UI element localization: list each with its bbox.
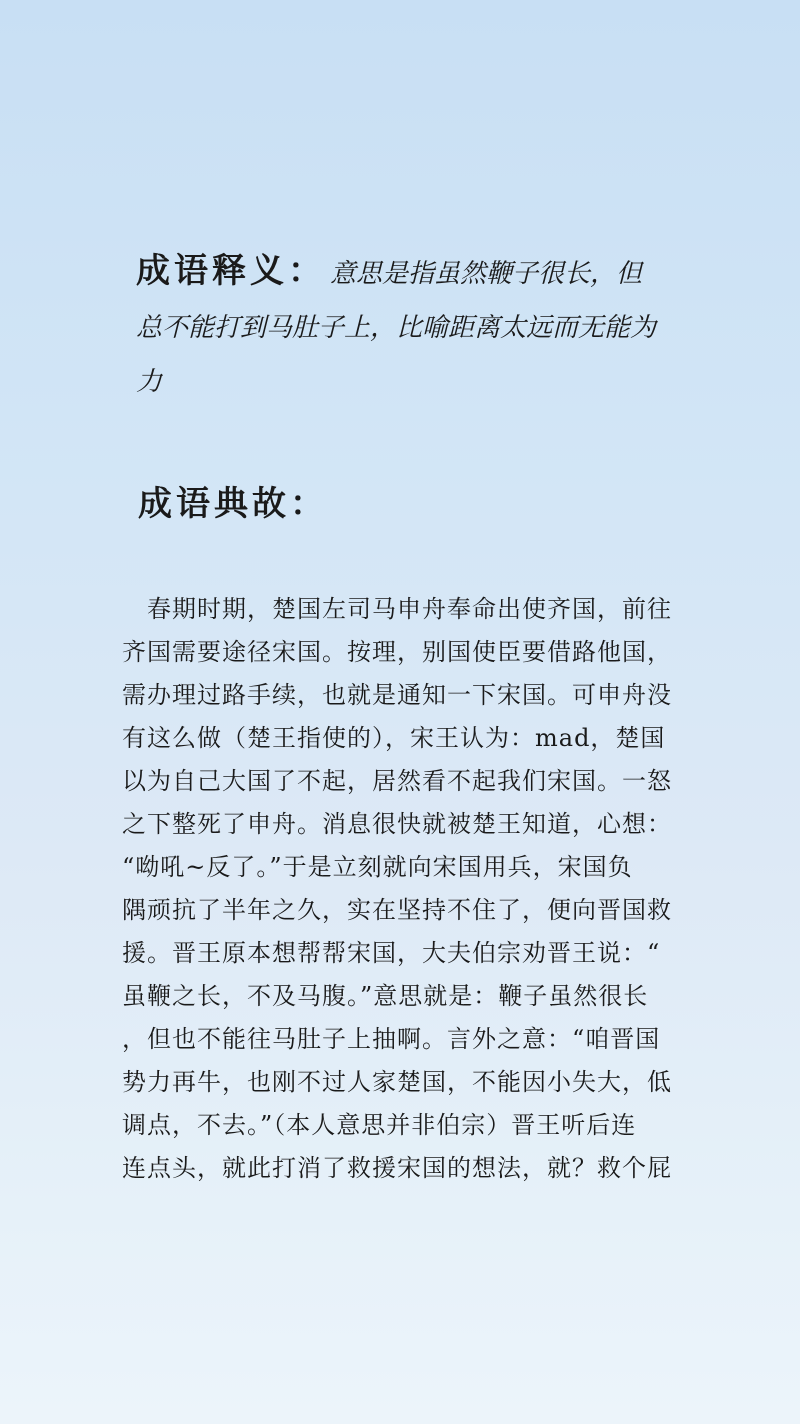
story-line: 援。晋王原本想帮帮宋国，大夫伯宗劝晋王说：“ [122,939,661,967]
story-line: 需办理过路手续，也就是通知一下宋国。可申舟没 [122,681,672,709]
story-line: ，但也不能往马肚子上抽啊。言外之意：“咱晋国 [122,1025,661,1053]
idiom-meaning-text: 意思是指虽然鞭子很长，但总不能打到马肚子上，比喻距离太远而无能为力 [136,259,657,397]
story-line: 连点头，就此打消了救援宋国的想法，就？救个屁 [122,1154,672,1182]
idiom-meaning-paragraph [136,244,656,409]
idiom-story-body [122,588,702,1190]
story-line: 调点，不去。”（本人意思并非伯宗）晋王听后连 [122,1111,637,1139]
idiom-story-heading: 成语典故： [138,484,328,524]
story-line: 虽鞭之长，不及马腹。”意思就是：鞭子虽然很长 [122,982,649,1010]
story-line: “呦吼~反了。”于是立刻就向宋国用兵，宋国负 [122,853,633,881]
story-line: 隅顽抗了半年之久，实在坚持不住了，便向晋国救 [122,896,672,924]
story-line: 以为自己大国了不起，居然看不起我们宋国。一怒 [122,767,672,795]
story-line: 春期时期，楚国左司马申舟奉命出使齐国，前往 [122,595,672,623]
story-line: 有这么做（楚王指使的），宋王认为：mad，楚国 [122,724,666,752]
story-line: 势力再牛，也刚不过人家楚国，不能因小失大，低 [122,1068,672,1096]
idiom-meaning-label: 成语释义： [136,251,326,291]
story-line: 齐国需要途径宋国。按理，别国使臣要借路他国， [122,638,672,666]
story-line: 之下整死了申舟。消息很快就被楚王知道，心想： [122,810,672,838]
